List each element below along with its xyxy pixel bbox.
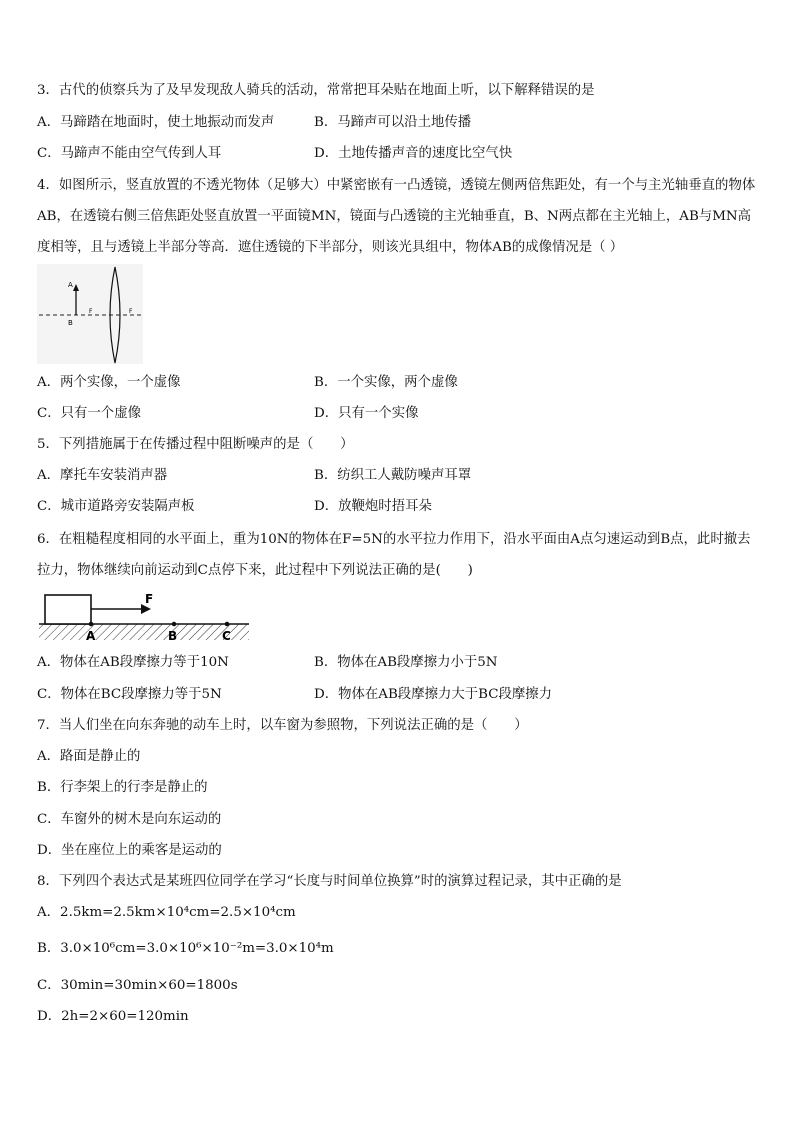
q3-option-c: C．马蹄声不能由空气传到人耳 xyxy=(37,146,222,161)
q4-option-b: B．一个实像，两个虚像 xyxy=(314,375,458,390)
q7-stem: 7．当人们坐在向东奔驰的动车上时，以车窗为参照物，下列说法正确的是（ ） xyxy=(37,718,528,733)
q8-option-a: A．2.5km=2.5km×10⁴cm=2.5×10⁴cm xyxy=(37,905,296,920)
q8-option-d: D．2h=2×60=120min xyxy=(37,1009,189,1024)
q5-stem: 5．下列措施属于在传播过程中阻断噪声的是（ ） xyxy=(37,437,354,452)
focus-left-label: F xyxy=(89,308,93,315)
point-a-label: A xyxy=(68,281,73,289)
q7-option-d: D．坐在座位上的乘客是运动的 xyxy=(37,843,222,858)
q5-option-a: A．摩托车安装消声器 xyxy=(37,468,168,483)
ground-hatching xyxy=(39,624,249,640)
q6-option-b: B．物体在AB段摩擦力小于5N xyxy=(314,655,498,670)
q4-option-a: A．两个实像，一个虚像 xyxy=(37,375,181,390)
point-b-dot xyxy=(172,622,177,627)
q7-option-b: B．行李架上的行李是静止的 xyxy=(37,780,208,795)
q6-option-d: D．物体在AB段摩擦力大于BC段摩擦力 xyxy=(314,687,553,702)
q6-stem: 6．在粗糙程度相同的水平面上，重为10N的物体在F=5N的水平拉力作用下，沿水平面由A点匀速运动到B点，此时撤去拉力，物体继续向前运动到C点停下来，此过程中下列说法正确的是( ) xyxy=(37,532,751,578)
q8-option-c: C．30min=30min×60=1800s xyxy=(37,978,238,993)
block xyxy=(45,595,91,624)
q5-option-d: D．放鞭炮时捂耳朵 xyxy=(314,499,432,514)
q6-friction-figure xyxy=(37,588,252,644)
q7-option-c: C．车窗外的树木是向东运动的 xyxy=(37,812,222,827)
q4-option-c: C．只有一个虚像 xyxy=(37,406,141,421)
q3-option-a: A．马蹄踏在地面时，使土地振动而发声 xyxy=(37,115,275,130)
q4-stem: 4．如图所示，竖直放置的不透光物体（足够大）中紧密嵌有一凸透镜，透镜左侧两倍焦距处，有一个与主光轴垂直的物体AB，在透镜右侧三倍焦距处竖直放置一平面镜MN，镜面与凸透镜的主光轴垂直，B、N两点都在主光轴上，AB与MN高度相等，且与透镜上半部分等高．遮住透镜的下半部分，则该光具组中，物体AB的成像情况是（ ） xyxy=(37,178,756,255)
q4-lens-figure xyxy=(37,264,143,364)
q3-option-d: D．土地传播声音的速度比空气快 xyxy=(314,146,513,161)
q5-option-b: B．纺织工人戴防噪声耳罩 xyxy=(314,468,472,483)
point-b-label: B xyxy=(68,319,73,327)
force-label: F xyxy=(145,592,154,606)
q6-option-c: C．物体在BC段摩擦力等于5N xyxy=(37,687,222,702)
q6-option-a: A．物体在AB段摩擦力等于10N xyxy=(37,655,229,670)
q7-option-a: A．路面是静止的 xyxy=(37,749,141,764)
focus-right-label: F xyxy=(129,308,133,315)
point-a-label: A xyxy=(86,629,96,643)
point-c-dot xyxy=(225,622,230,627)
q5-option-c: C．城市道路旁安装隔声板 xyxy=(37,499,195,514)
q8-stem: 8．下列四个表达式是某班四位同学在学习“长度与时间单位换算”时的演算过程记录，其中正确的是 xyxy=(37,874,622,889)
q3-stem: 3．古代的侦察兵为了及早发现敌人骑兵的活动，常常把耳朵贴在地面上听，以下解释错误的是 xyxy=(37,83,595,98)
q3-option-b: B．马蹄声可以沿土地传播 xyxy=(314,115,472,130)
point-b-label: B xyxy=(168,629,178,643)
point-c-label: C xyxy=(222,629,231,643)
q8-option-b: B．3.0×10⁶cm=3.0×10⁶×10⁻²m=3.0×10⁴m xyxy=(37,941,334,956)
q4-option-d: D．只有一个实像 xyxy=(314,406,419,421)
point-a-dot xyxy=(89,622,94,627)
